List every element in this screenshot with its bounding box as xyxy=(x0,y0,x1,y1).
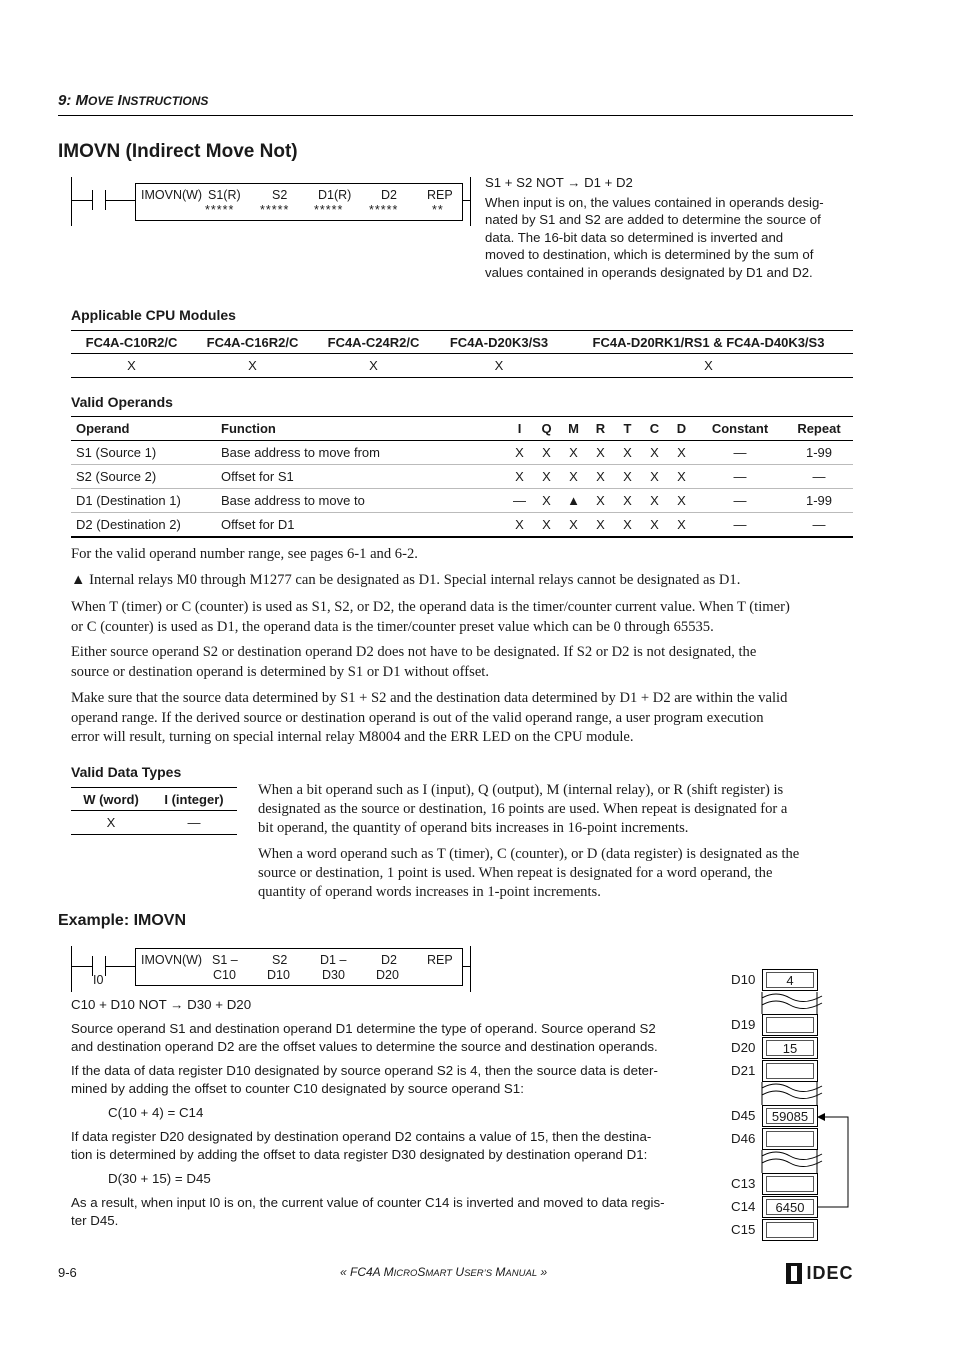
text-line: and destination operand D2 are the offset values to determine the source and destination operands. xyxy=(71,1039,658,1054)
col-header: Q xyxy=(533,417,560,441)
wire xyxy=(71,200,93,201)
example-formula: C10 + D10 NOT → D30 + D20 xyxy=(71,997,252,1012)
cpu-modules-heading: Applicable CPU Modules xyxy=(71,307,236,323)
col-header: FC4A-C16R2/C xyxy=(192,331,313,354)
table-cell: X xyxy=(506,465,533,489)
s2-value: ***** xyxy=(260,203,290,217)
register-label: C13 xyxy=(731,1176,756,1191)
description-line: When input is on, the values contained in operands desig- xyxy=(485,194,824,210)
s2-value: D10 xyxy=(267,968,290,982)
s1-value: ***** xyxy=(205,203,235,217)
col-header: Operand xyxy=(71,417,216,441)
note-text: source or destination operand is determined by S1 or D1 without offset. xyxy=(71,663,490,680)
d1-value: D30 xyxy=(322,968,345,982)
col-header: Function xyxy=(216,417,506,441)
table-cell: X xyxy=(614,489,641,513)
table-cell: X xyxy=(641,441,668,465)
cpu-modules-table xyxy=(71,330,853,378)
idec-logo-text: IDEC xyxy=(806,1263,854,1283)
table-cell: X xyxy=(506,513,533,538)
break-mark xyxy=(762,1001,822,1009)
s2-label: S2 xyxy=(272,188,288,202)
register-value: 59085 xyxy=(766,1108,814,1124)
example-heading: Example: IMOVN xyxy=(58,912,187,929)
rep-label: REP xyxy=(427,953,453,967)
table-cell: X xyxy=(614,465,641,489)
wire xyxy=(463,200,471,201)
data-types-table xyxy=(71,787,237,835)
col-header: FC4A-D20RK1/RS1 & FC4A-D40K3/S3 xyxy=(564,331,853,354)
table-cell: X xyxy=(71,811,151,835)
valid-operands-heading: Valid Operands xyxy=(71,394,173,410)
d1-value: ***** xyxy=(314,203,344,217)
table-cell: X xyxy=(641,489,668,513)
table-cell: X xyxy=(192,354,313,378)
note-text: For the valid operand number range, see pages 6-1 and 6-2. xyxy=(71,546,418,562)
text-line: ter D45. xyxy=(71,1213,119,1228)
col-header: Repeat xyxy=(785,417,853,441)
table-cell: X xyxy=(641,513,668,538)
s2-label: S2 xyxy=(272,953,288,967)
note-text: or C (counter) is used as D1, the operand data is the timer/counter preset value which can be 0 through 65535. xyxy=(71,618,714,635)
instr-name: IMOVN(W) xyxy=(141,953,203,967)
left-power-rail xyxy=(71,177,72,226)
break-mark xyxy=(762,1159,822,1167)
table-cell: S1 (Source 1) xyxy=(71,441,216,465)
table-cell: — xyxy=(695,465,785,489)
move-arrow-line xyxy=(818,1117,848,1207)
table-cell: X xyxy=(533,513,560,538)
text-line: If the data of data register D10 designated by source operand S2 is 4, then the source data is deter- xyxy=(71,1063,658,1078)
register-value: 15 xyxy=(766,1040,814,1056)
page-title: IMOVN (Indirect Move Not) xyxy=(58,141,298,162)
description-line: values contained in operands designated by D1 and D2. xyxy=(485,264,813,280)
idec-logo-mark xyxy=(786,1263,802,1284)
table-cell: D1 (Destination 1) xyxy=(71,489,216,513)
chapter-header: 9: MOVE INSTRUCTIONS xyxy=(58,92,209,109)
table-cell: X xyxy=(560,465,587,489)
table-cell: X xyxy=(614,513,641,538)
description-line: nated by S1 and S2 are added to determine the source of xyxy=(485,212,821,228)
register-connectors xyxy=(750,960,860,1250)
table-cell: Base address to move to xyxy=(216,489,506,513)
text-line: When a bit operand such as I (input), Q (output), M (internal relay), or R (shift register) is xyxy=(258,782,784,798)
table-row xyxy=(71,354,853,378)
table-cell: — xyxy=(785,465,853,489)
table-header-row xyxy=(71,788,237,811)
break-mark xyxy=(762,994,822,1002)
table-cell: X xyxy=(560,513,587,538)
table-header-row xyxy=(71,417,853,441)
table-cell: X xyxy=(71,354,192,378)
col-header: I xyxy=(506,417,533,441)
table-cell: — xyxy=(695,441,785,465)
d2-label: D2 xyxy=(381,188,397,202)
note-text: operand range. If the derived source or destination operand is out of the valid operand range, a user program execution xyxy=(71,709,764,726)
register-label: D21 xyxy=(731,1063,756,1078)
d1-label: D1 – xyxy=(320,953,347,967)
table-cell: — xyxy=(695,513,785,538)
table-row xyxy=(71,811,237,835)
d2-label: D2 xyxy=(381,953,397,967)
left-power-rail xyxy=(71,946,72,992)
example-paragraph xyxy=(71,1128,721,1164)
table-cell: X xyxy=(560,441,587,465)
table-row xyxy=(71,465,853,489)
table-cell: X xyxy=(564,354,853,378)
table-cell: — xyxy=(151,811,237,835)
text-line: Source operand S1 and destination operand D1 determine the type of operand. Source operand S2 xyxy=(71,1021,656,1036)
table-cell: X xyxy=(533,441,560,465)
data-types-text xyxy=(258,781,858,902)
table-cell: D2 (Destination 2) xyxy=(71,513,216,538)
header-rule xyxy=(58,115,853,116)
register-label: D10 xyxy=(731,972,756,987)
register-value: 4 xyxy=(766,972,814,988)
idec-logo xyxy=(786,1263,853,1285)
table-cell: Offset for D1 xyxy=(216,513,506,538)
col-header: I (integer) xyxy=(151,788,237,811)
note-paragraph xyxy=(71,571,856,591)
col-header: FC4A-C24R2/C xyxy=(313,331,434,354)
table-cell: X xyxy=(641,465,668,489)
manual-title: « FC4A MICROSMART USER’S MANUAL » xyxy=(340,1265,548,1279)
wire xyxy=(105,966,136,967)
table-cell: X xyxy=(587,441,614,465)
col-header: Constant xyxy=(695,417,785,441)
s1-value: C10 xyxy=(213,968,236,982)
instruction-box xyxy=(135,183,463,221)
equation: D(30 + 15) = D45 xyxy=(108,1171,211,1186)
table-header-row xyxy=(71,331,853,354)
text-line: As a result, when input I0 is on, the current value of counter C14 is inverted and moved to data regis- xyxy=(71,1195,665,1210)
note-paragraph xyxy=(71,545,856,565)
register-label: C15 xyxy=(731,1222,756,1237)
table-row xyxy=(71,441,853,465)
table-cell: X xyxy=(587,489,614,513)
table-cell: S2 (Source 2) xyxy=(71,465,216,489)
register-label: C14 xyxy=(731,1199,756,1214)
text-line: source or destination, 1 point is used. When repeat is designated for a word operand, the xyxy=(258,865,773,882)
text-line: bit operand, the quantity of operand bits increases in 16-point increments. xyxy=(258,819,689,836)
table-cell: 1-99 xyxy=(785,489,853,513)
table-cell: X xyxy=(614,441,641,465)
instruction-box xyxy=(135,948,463,986)
note-text: Make sure that the source data determined by S1 + S2 and the destination data determined by D1 + D2 are within the valid xyxy=(71,690,788,706)
note-text: Either source operand S2 or destination operand D2 does not have to be designated. If S2 or D2 is not designated, the xyxy=(71,644,757,660)
note-text: ▲ Internal relays M0 through M1277 can be designated as D1. Special internal relays cannot be designated as D1. xyxy=(71,572,741,588)
page-number: 9-6 xyxy=(58,1265,77,1280)
table-cell: Offset for S1 xyxy=(216,465,506,489)
contact-left-bar xyxy=(92,190,93,210)
note-paragraph xyxy=(71,598,856,637)
note-text: When T (timer) or C (counter) is used as S1, S2, or D2, the operand data is the timer/counter current value. When T (timer) xyxy=(71,599,790,615)
wire xyxy=(463,966,471,967)
col-header: FC4A-C10R2/C xyxy=(71,331,192,354)
table-cell: X xyxy=(587,465,614,489)
col-header: M xyxy=(560,417,587,441)
table-cell: X xyxy=(434,354,564,378)
equation: C(10 + 4) = C14 xyxy=(108,1105,204,1120)
table-cell: X xyxy=(668,441,695,465)
valid-operands-table xyxy=(71,416,853,538)
col-header: W (word) xyxy=(71,788,151,811)
input-label: I0 xyxy=(93,973,104,987)
note-paragraph xyxy=(71,643,856,682)
note-text: error will result, turning on special internal relay M8004 and the ERR LED on the CPU module. xyxy=(71,729,634,745)
d2-value: ***** xyxy=(369,203,399,217)
rep-value: ** xyxy=(432,203,444,217)
col-header: T xyxy=(614,417,641,441)
register-label: D20 xyxy=(731,1040,756,1055)
col-header: FC4A-D20K3/S3 xyxy=(434,331,564,354)
table-cell: X xyxy=(506,441,533,465)
move-arrow-head xyxy=(817,1113,825,1121)
col-header: D xyxy=(668,417,695,441)
table-row xyxy=(71,489,853,513)
example-paragraph xyxy=(71,1062,721,1098)
table-cell: — xyxy=(695,489,785,513)
table-cell: X xyxy=(533,465,560,489)
note-paragraph xyxy=(71,689,856,748)
example-paragraph xyxy=(71,1194,721,1230)
instruction-description xyxy=(485,174,855,282)
col-header: R xyxy=(587,417,614,441)
table-cell: X xyxy=(668,465,695,489)
register-label: D45 xyxy=(731,1108,756,1123)
d1-label: D1(R) xyxy=(318,188,352,202)
text-line: mined by adding the offset to counter C10 designated by source operand S1: xyxy=(71,1081,524,1096)
description-formula: S1 + S2 NOT → D1 + D2 xyxy=(485,175,633,190)
description-line: data. The 16-bit data so determined is inverted and xyxy=(485,229,784,245)
table-cell: — xyxy=(506,489,533,513)
s1-label: S1 – xyxy=(212,953,238,967)
wire xyxy=(71,966,93,967)
rep-label: REP xyxy=(427,188,453,202)
s1-label: S1(R) xyxy=(208,188,241,202)
text-line: designated as the source or destination, 16 points are used. When repeat is designated for a xyxy=(258,800,788,817)
description-line: moved to destination, which is determined by the sum of xyxy=(485,247,814,263)
right-power-rail xyxy=(470,177,471,226)
instr-name: IMOVN(W) xyxy=(141,188,203,202)
break-mark xyxy=(762,1091,822,1099)
table-cell: ▲ xyxy=(560,489,587,513)
register-label: D46 xyxy=(731,1131,756,1146)
table-cell: X xyxy=(668,489,695,513)
register-label: D19 xyxy=(731,1017,756,1032)
table-cell: X xyxy=(313,354,434,378)
wire xyxy=(105,200,136,201)
right-power-rail xyxy=(470,946,471,992)
register-value: 6450 xyxy=(766,1199,814,1215)
d2-value: D20 xyxy=(376,968,399,982)
table-cell: Base address to move from xyxy=(216,441,506,465)
table-row xyxy=(71,513,853,538)
table-cell: X xyxy=(587,513,614,538)
table-cell: X xyxy=(533,489,560,513)
break-mark xyxy=(762,1084,822,1092)
col-header: C xyxy=(641,417,668,441)
text-line: If data register D20 designated by destination operand D2 contains a value of 15, then the destina- xyxy=(71,1129,652,1144)
data-types-heading: Valid Data Types xyxy=(71,764,182,780)
table-cell: — xyxy=(785,513,853,538)
text-line: When a word operand such as T (timer), C (counter), or D (data register) is designated as the xyxy=(258,846,800,863)
break-mark xyxy=(762,1152,822,1160)
table-cell: X xyxy=(668,513,695,538)
text-line: quantity of operand words increases in 1-point increments. xyxy=(258,883,601,900)
table-cell: 1-99 xyxy=(785,441,853,465)
text-line: tion is determined by adding the offset to data register D30 designated by destination operand D1: xyxy=(71,1147,648,1162)
example-paragraph xyxy=(71,1020,721,1056)
